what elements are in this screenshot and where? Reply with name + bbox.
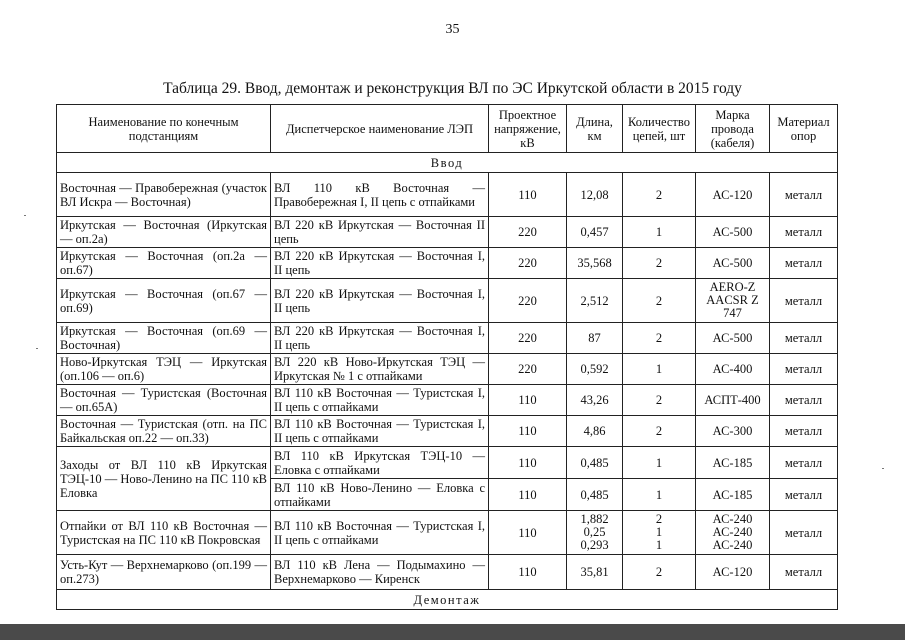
cell-length: 87: [567, 323, 623, 354]
cell-circuits: 2: [623, 279, 696, 323]
scan-speck: [36, 348, 38, 349]
page-number: 35: [445, 22, 460, 37]
cell-circuits: 2: [623, 323, 696, 354]
cell-voltage: 220: [489, 279, 567, 323]
scan-speck: [24, 215, 26, 216]
cell-length: 12,08: [567, 173, 623, 217]
cell-wire: АС-120: [696, 173, 770, 217]
table-row: [57, 173, 838, 217]
cell-voltage: 220: [489, 248, 567, 279]
table-row: [57, 416, 838, 447]
cell-wire: АС-185: [696, 447, 770, 479]
table-row: [57, 385, 838, 416]
circuits-line: 2: [655, 512, 663, 526]
cell-voltage: 110: [489, 479, 567, 511]
cell-name: Иркутская — Восточная (оп.69 — Восточная): [57, 323, 271, 354]
wire-line: AACSR Z: [706, 293, 759, 307]
cell-name: Заходы от ВЛ 110 кВ Иркутская ТЭЦ-10 — Ново-Ленино на ПС 110 кВ Еловка: [57, 447, 271, 511]
cell-name: Иркутская — Восточная (оп.67 — оп.69): [57, 279, 271, 323]
cell-wire: АС-185: [696, 479, 770, 511]
header-length: Длина, км: [567, 105, 623, 153]
header-dispatch: Диспетчерское наименование ЛЭП: [271, 105, 489, 153]
section-row-commission: [57, 153, 838, 173]
wire-line: AERO-Z: [709, 280, 756, 294]
transmission-lines-table: [56, 104, 838, 610]
cell-dispatch: ВЛ 110 кВ Ново-Ленино — Еловка с отпайками: [271, 479, 489, 511]
cell-dispatch: ВЛ 220 кВ Иркутская — Восточная II цепь: [271, 217, 489, 248]
cell-name: Ново-Иркутская ТЭЦ — Иркутская (оп.106 — оп.6): [57, 354, 271, 385]
cell-length: 0,485: [567, 479, 623, 511]
cell-material: металл: [770, 385, 838, 416]
cell-circuits: 1: [623, 479, 696, 511]
cell-circuits: 2: [623, 248, 696, 279]
cell-dispatch: ВЛ 220 кВ Иркутская — Восточная I, II цепь: [271, 248, 489, 279]
table-caption: Таблица 29. Ввод, демонтаж и реконструкция ВЛ по ЭС Иркутской области в 2015 году: [163, 80, 742, 97]
cell-name: Иркутская — Восточная (оп.2а — оп.67): [57, 248, 271, 279]
header-voltage: Проектное напряжение, кВ: [489, 105, 567, 153]
cell-wire: [696, 279, 770, 323]
cell-dispatch: ВЛ 110 кВ Восточная — Туристская I, II цепь с отпайками: [271, 385, 489, 416]
cell-voltage: 110: [489, 416, 567, 447]
circuits-line: 1: [655, 525, 663, 539]
header-wire: Марка провода (кабеля): [696, 105, 770, 153]
cell-dispatch: ВЛ 110 кВ Восточная — Правобережная I, II цепь с отпайками: [271, 173, 489, 217]
cell-material: металл: [770, 279, 838, 323]
cell-name: Усть-Кут — Верхнемарково (оп.199 — оп.273): [57, 555, 271, 590]
cell-length: 2,512: [567, 279, 623, 323]
cell-circuits: 2: [623, 173, 696, 217]
cell-length: 0,485: [567, 447, 623, 479]
header-name: Наименование по конечным подстанциям: [57, 105, 271, 153]
cell-wire: АС-120: [696, 555, 770, 590]
cell-circuits: [623, 511, 696, 555]
section-row-dismantle: [57, 590, 838, 610]
cell-material: металл: [770, 217, 838, 248]
length-line: 1,882: [580, 512, 609, 526]
cell-material: металл: [770, 354, 838, 385]
cell-circuits: 1: [623, 447, 696, 479]
cell-voltage: 110: [489, 173, 567, 217]
cell-voltage: 220: [489, 217, 567, 248]
section-label-commission: Ввод: [57, 153, 838, 173]
cell-circuits: 2: [623, 555, 696, 590]
wire-line: АС-240: [712, 512, 753, 526]
cell-circuits: 2: [623, 385, 696, 416]
cell-length: 4,86: [567, 416, 623, 447]
cell-material: металл: [770, 511, 838, 555]
scan-speck: [882, 468, 884, 469]
cell-length: 35,81: [567, 555, 623, 590]
table-row: [57, 354, 838, 385]
cell-dispatch: ВЛ 220 кВ Иркутская — Восточная I, II цепь: [271, 279, 489, 323]
cell-dispatch: ВЛ 110 кВ Восточная — Туристская I, II цепь с отпайками: [271, 511, 489, 555]
wire-line: АС-240: [712, 538, 753, 552]
cell-dispatch: ВЛ 110 кВ Лена — Подымахино — Верхнемарково — Киренск: [271, 555, 489, 590]
cell-wire: АС-500: [696, 217, 770, 248]
cell-voltage: 110: [489, 447, 567, 479]
table-row: [57, 217, 838, 248]
cell-voltage: 220: [489, 323, 567, 354]
cell-voltage: 110: [489, 511, 567, 555]
cell-material: металл: [770, 447, 838, 479]
cell-length: 0,457: [567, 217, 623, 248]
cell-length: 0,592: [567, 354, 623, 385]
scan-bottom-edge: [0, 624, 905, 640]
cell-dispatch: ВЛ 220 кВ Ново-Иркутская ТЭЦ — Иркутская № 1 с отпайками: [271, 354, 489, 385]
cell-circuits: 1: [623, 354, 696, 385]
cell-name: Восточная — Туристская (отп. на ПС Байкальская оп.22 — оп.33): [57, 416, 271, 447]
header-circuits: Количество цепей, шт: [623, 105, 696, 153]
header-row: [57, 105, 838, 153]
wire-line: АС-240: [712, 525, 753, 539]
cell-voltage: 220: [489, 354, 567, 385]
length-line: 0,25: [583, 525, 606, 539]
cell-length: 43,26: [567, 385, 623, 416]
cell-material: металл: [770, 555, 838, 590]
cell-voltage: 110: [489, 555, 567, 590]
cell-voltage: 110: [489, 385, 567, 416]
table-row: [57, 511, 838, 555]
cell-wire: АС-500: [696, 323, 770, 354]
length-line: 0,293: [580, 538, 609, 552]
cell-wire: АС-500: [696, 248, 770, 279]
circuits-line: 1: [655, 538, 663, 552]
table-row: [57, 555, 838, 590]
table-row: [57, 248, 838, 279]
cell-name: Восточная — Туристская (Восточная — оп.65А): [57, 385, 271, 416]
cell-material: металл: [770, 416, 838, 447]
cell-name: Восточная — Правобережная (участок ВЛ Искра — Восточная): [57, 173, 271, 217]
cell-material: металл: [770, 479, 838, 511]
wire-line: 747: [723, 306, 742, 320]
cell-material: металл: [770, 173, 838, 217]
cell-wire: АС-300: [696, 416, 770, 447]
table-row: [57, 447, 838, 479]
table-row: [57, 323, 838, 354]
cell-dispatch: ВЛ 220 кВ Иркутская — Восточная I, II цепь: [271, 323, 489, 354]
section-label-dismantle: Демонтаж: [57, 590, 838, 610]
cell-wire: АСПТ-400: [696, 385, 770, 416]
cell-name: Отпайки от ВЛ 110 кВ Восточная — Туристская на ПС 110 кВ Покровская: [57, 511, 271, 555]
cell-wire: АС-400: [696, 354, 770, 385]
cell-dispatch: ВЛ 110 кВ Иркутская ТЭЦ-10 — Еловка с отпайками: [271, 447, 489, 479]
cell-circuits: 2: [623, 416, 696, 447]
cell-material: металл: [770, 248, 838, 279]
cell-length: [567, 511, 623, 555]
cell-dispatch: ВЛ 110 кВ Восточная — Туристская I, II цепь с отпайками: [271, 416, 489, 447]
cell-wire: [696, 511, 770, 555]
cell-length: 35,568: [567, 248, 623, 279]
cell-circuits: 1: [623, 217, 696, 248]
cell-material: металл: [770, 323, 838, 354]
header-material: Материал опор: [770, 105, 838, 153]
table-row: [57, 279, 838, 323]
cell-name: Иркутская — Восточная (Иркутская — оп.2а): [57, 217, 271, 248]
